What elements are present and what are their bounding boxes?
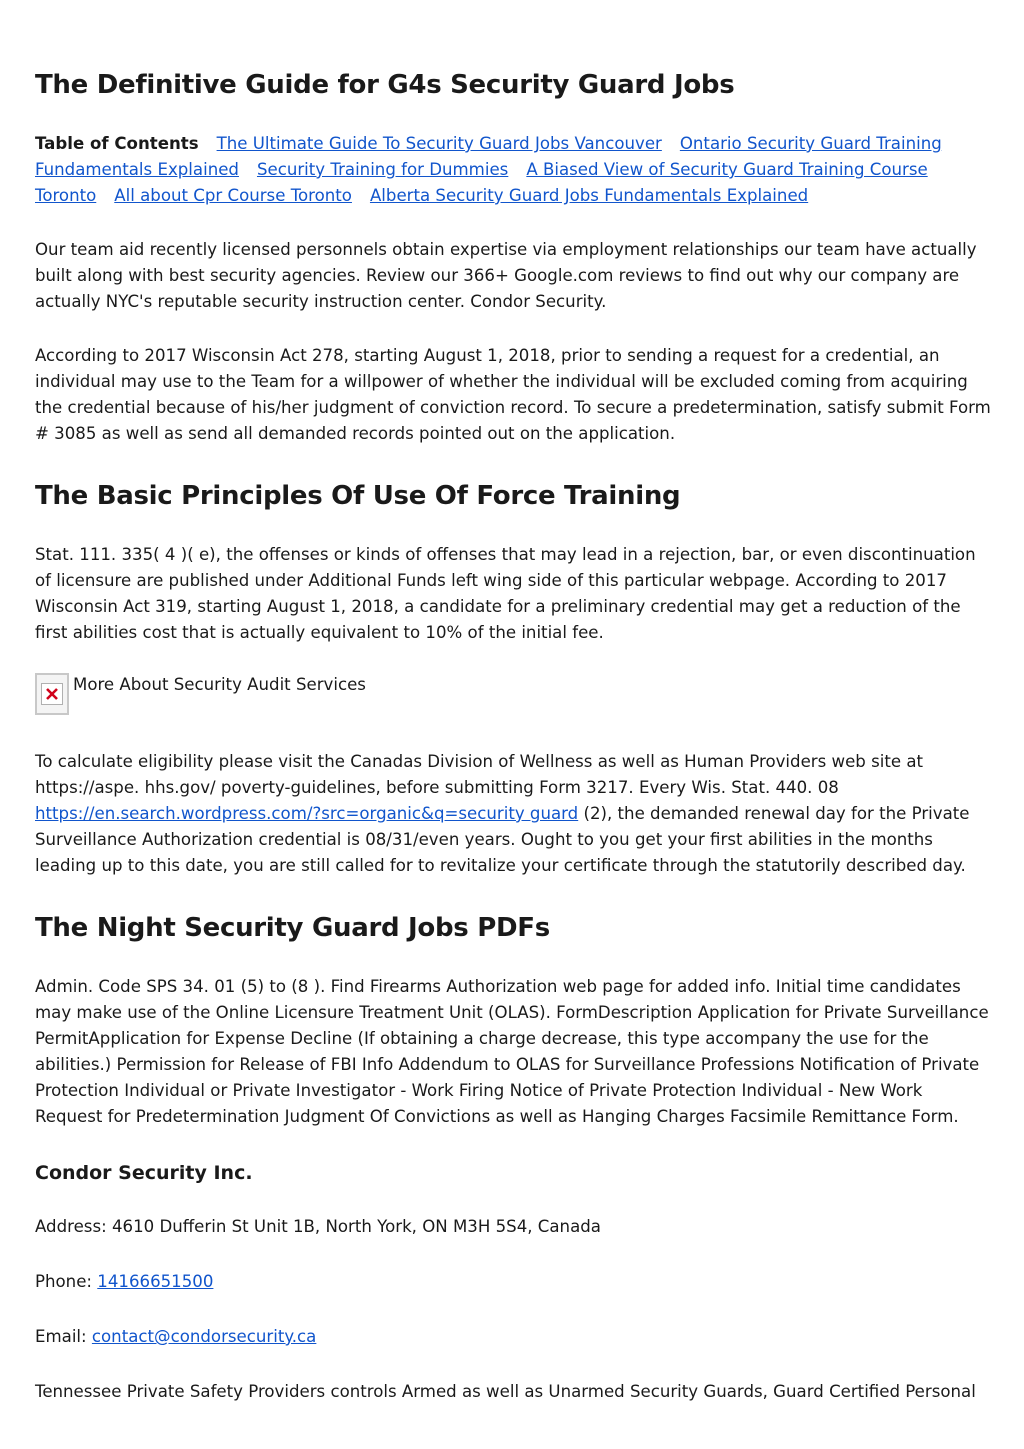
email-label: Email: (35, 1327, 92, 1346)
toc-link-dummies[interactable]: Security Training for Dummies (256, 160, 509, 179)
eligibility-text-end: (2), the demanded renewal day for the Private Surveillance Authorization credential is 08/31/even years. Ought to you get your first abilities in the months leading up to this date, you are still called for to revitalize your certificate through the statutorily described day. (35, 804, 970, 875)
phone-link[interactable]: 14166651500 (97, 1272, 214, 1291)
eligibility-text-start: To calculate eligibility please visit the Canadas Division of Wellness as well as Human Providers web site at https://aspe. hhs.gov/ poverty-guidelines, before submitting Form 3217. Every Wis. Stat. 440. 08 (35, 752, 924, 797)
toc-link-ontario[interactable]: Ontario Security Guard Training Fundamentals Explained (35, 134, 942, 179)
business-name: Condor Security Inc. (35, 1162, 253, 1184)
closing-paragraph: Tennessee Private Safety Providers controls Armed as well as Unarmed Security Guards, Guard Certified Personal (35, 1382, 976, 1401)
toc-link-alberta[interactable]: Alberta Security Guard Jobs Fundamentals Explained (369, 186, 809, 205)
image-row (35, 673, 991, 715)
toc-link-biased-view[interactable]: A Biased View of Security Guard Training Course Toronto (35, 160, 928, 205)
broken-image-placeholder (35, 673, 69, 715)
eligibility-paragraph (35, 749, 991, 879)
wordpress-search-link[interactable]: https://en.search.wordpress.com/?src=organic&q=security guard (35, 804, 579, 823)
email-link[interactable]: contact@condorsecurity.ca (91, 1327, 317, 1346)
section-heading-use-of-force: The Basic Principles Of Use Of Force Training (35, 481, 681, 511)
intro-paragraph: Our team aid recently licensed personnels obtain expertise via employment relationships our team have actually built along with best security agencies. Review our 366+ Google.com reviews to find out why our company are actually NYC's reputable security instruction center. Condor Security. (35, 240, 977, 311)
business-email (35, 1324, 991, 1350)
admin-code-paragraph: Admin. Code SPS 34. 01 (5) to (8 ). Find Firearms Authorization web page for added info. Initial time candidates may make use of the Online Licensure Treatment Unit (OLAS). FormDescription Application for Private Surveillance PermitApplication for Expense Decline (If obtaining a charge decrease, this type accompany the use for the abilities.) Permission for Release of FBI Info Addendum to OLAS for Surveillance Professions Notification of Private Protection Individual or Private Investigator - Work Firing Notice of Private Protection Individual - New Work Request for Predetermination Judgment Of Convictions as well as Hanging Charges Facsimile Remittance Form. (35, 977, 989, 1126)
toc-link-vancouver[interactable]: The Ultimate Guide To Security Guard Jobs Vancouver (216, 134, 662, 153)
page-title: The Definitive Guide for G4s Security Guard Jobs (35, 70, 735, 100)
table-of-contents (35, 131, 991, 209)
wisconsin-paragraph: According to 2017 Wisconsin Act 278, starting August 1, 2018, prior to sending a request for a credential, an individual may use to the Team for a willpower of whether the individual will be excluded coming from acquiring the credential because of his/her judgment of conviction record. To secure a predetermination, satisfy submit Form # 3085 as well as send all demanded records pointed out on the application. (35, 346, 991, 443)
business-address: Address: 4610 Dufferin St Unit 1B, North York, ON M3H 5S4, Canada (35, 1217, 601, 1236)
image-caption: More About Security Audit Services (73, 675, 366, 694)
statute-paragraph: Stat. 111. 335( 4 )( e), the offenses or kinds of offenses that may lead in a rejection, bar, or even discontinuation of licensure are published under Additional Funds left wing side of this particular webpage. According to 2017 Wisconsin Act 319, starting August 1, 2018, a candidate for a preliminary credential may get a reduction of the first abilities cost that is actually equivalent to 10% of the initial fee. (35, 545, 976, 642)
broken-image-icon (41, 683, 63, 705)
phone-label: Phone: (35, 1272, 98, 1291)
business-phone (35, 1269, 991, 1295)
toc-link-cpr[interactable]: All about Cpr Course Toronto (114, 186, 352, 205)
toc-label: Table of Contents (35, 134, 199, 153)
section-heading-night-security: The Night Security Guard Jobs PDFs (35, 913, 550, 943)
